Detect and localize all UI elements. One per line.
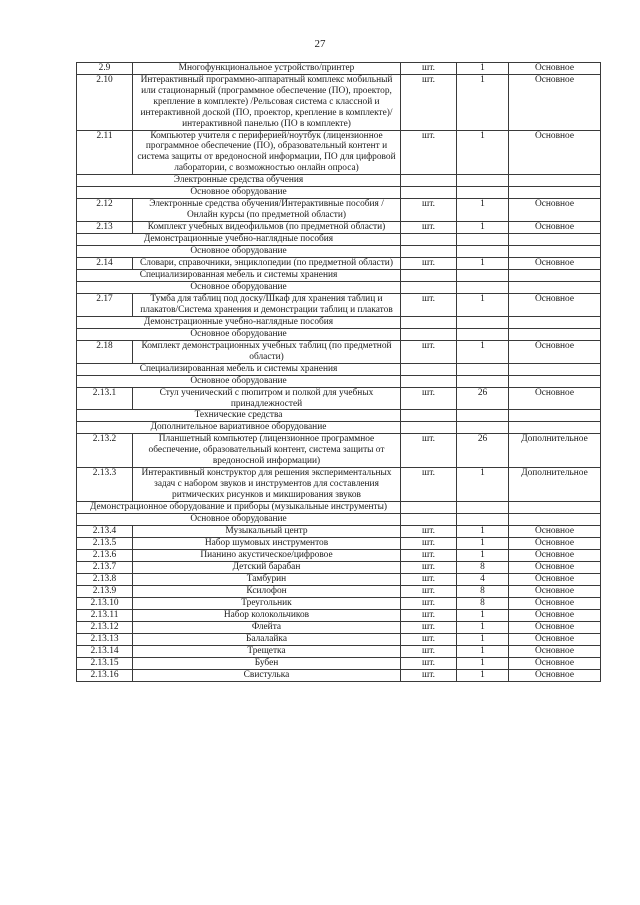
item-type: Основное (509, 387, 601, 410)
item-number: 2.13.16 (77, 669, 133, 681)
table-row (77, 75, 601, 131)
item-name: Набор шумовых инструментов (133, 537, 401, 549)
empty-cell (457, 410, 509, 422)
item-quantity: 1 (457, 645, 509, 657)
item-quantity: 1 (457, 609, 509, 621)
item-unit: шт. (401, 340, 457, 363)
empty-cell (509, 175, 601, 187)
item-quantity: 1 (457, 257, 509, 269)
section-title: Демонстрационные учебно-наглядные пособия (77, 316, 401, 328)
empty-cell (509, 513, 601, 525)
table-row (77, 573, 601, 585)
item-unit: шт. (401, 434, 457, 468)
item-name: Многофункциональное устройство/принтер (133, 63, 401, 75)
item-number: 2.13.12 (77, 621, 133, 633)
item-name: Пианино акустическое/цифровое (133, 549, 401, 561)
item-quantity: 8 (457, 561, 509, 573)
empty-cell (509, 245, 601, 257)
item-unit: шт. (401, 561, 457, 573)
item-number: 2.13.7 (77, 561, 133, 573)
item-unit: шт. (401, 609, 457, 621)
item-type: Основное (509, 597, 601, 609)
empty-cell (457, 175, 509, 187)
item-quantity: 1 (457, 63, 509, 75)
item-name: Тумба для таблиц под доску/Шкаф для хранения таблиц и плакатов/Система хранения и демонстрации таблиц и плакатов (133, 293, 401, 316)
item-unit: шт. (401, 621, 457, 633)
empty-cell (457, 316, 509, 328)
item-name: Интерактивный конструктор для решения экспериментальных задач с набором звуков и инструментов для составления ритмических рисунков и микширования звуков (133, 468, 401, 502)
empty-cell (401, 281, 457, 293)
item-type: Основное (509, 645, 601, 657)
item-type: Основное (509, 63, 601, 75)
item-name: Электронные средства обучения/Интерактивные пособия / Онлайн курсы (по предметной области) (133, 199, 401, 222)
empty-cell (457, 422, 509, 434)
item-unit: шт. (401, 468, 457, 502)
section-title: Электронные средства обучения (77, 175, 401, 187)
empty-cell (457, 233, 509, 245)
table-row (77, 525, 601, 537)
item-type: Основное (509, 549, 601, 561)
section-title: Дополнительное вариативное оборудование (77, 422, 401, 434)
item-name: Тамбурин (133, 573, 401, 585)
empty-cell (509, 187, 601, 199)
item-number: 2.13.13 (77, 633, 133, 645)
item-name: Планшетный компьютер (лицензионное программное обеспечение, образовательный контент, система защиты от вредоносной информации) (133, 434, 401, 468)
section-title: Основное оборудование (77, 187, 401, 199)
section-row (77, 513, 601, 525)
table-row (77, 293, 601, 316)
table-row (77, 130, 601, 175)
item-type: Основное (509, 340, 601, 363)
item-name: Свистулька (133, 669, 401, 681)
empty-cell (401, 422, 457, 434)
item-quantity: 1 (457, 537, 509, 549)
item-quantity: 1 (457, 525, 509, 537)
item-unit: шт. (401, 293, 457, 316)
item-name: Стул ученический с пюпитром и полкой для учебных принадлежностей (133, 387, 401, 410)
item-name: Комплект демонстрационных учебных таблиц (по предметной области) (133, 340, 401, 363)
section-row (77, 375, 601, 387)
item-type: Основное (509, 293, 601, 316)
empty-cell (509, 328, 601, 340)
item-unit: шт. (401, 63, 457, 75)
item-quantity: 8 (457, 585, 509, 597)
item-quantity: 8 (457, 597, 509, 609)
empty-cell (457, 363, 509, 375)
item-unit: шт. (401, 525, 457, 537)
table-row (77, 657, 601, 669)
item-number: 2.17 (77, 293, 133, 316)
item-unit: шт. (401, 257, 457, 269)
empty-cell (401, 375, 457, 387)
item-quantity: 1 (457, 130, 509, 175)
item-name: Треугольник (133, 597, 401, 609)
section-row (77, 175, 601, 187)
section-title: Демонстрационное оборудование и приборы (музыкальные инструменты) (77, 501, 401, 513)
item-type: Основное (509, 75, 601, 131)
item-unit: шт. (401, 573, 457, 585)
item-quantity: 1 (457, 199, 509, 222)
section-title: Основное оборудование (77, 281, 401, 293)
item-number: 2.13.5 (77, 537, 133, 549)
item-number: 2.14 (77, 257, 133, 269)
empty-cell (401, 513, 457, 525)
empty-cell (457, 501, 509, 513)
item-quantity: 1 (457, 549, 509, 561)
item-name: Флейта (133, 621, 401, 633)
empty-cell (509, 363, 601, 375)
empty-cell (401, 175, 457, 187)
item-number: 2.12 (77, 199, 133, 222)
empty-cell (457, 513, 509, 525)
item-unit: шт. (401, 645, 457, 657)
table-row (77, 549, 601, 561)
item-unit: шт. (401, 130, 457, 175)
table-row (77, 434, 601, 468)
empty-cell (401, 410, 457, 422)
section-row (77, 233, 601, 245)
item-quantity: 26 (457, 387, 509, 410)
empty-cell (401, 316, 457, 328)
item-number: 2.13.3 (77, 468, 133, 502)
section-title: Основное оборудование (77, 245, 401, 257)
empty-cell (457, 187, 509, 199)
item-number: 2.13.11 (77, 609, 133, 621)
item-unit: шт. (401, 657, 457, 669)
empty-cell (457, 281, 509, 293)
item-type: Основное (509, 221, 601, 233)
section-title: Технические средства (77, 410, 401, 422)
table-row (77, 609, 601, 621)
empty-cell (401, 233, 457, 245)
table-row (77, 621, 601, 633)
section-row (77, 316, 601, 328)
item-type: Основное (509, 257, 601, 269)
item-unit: шт. (401, 75, 457, 131)
section-row (77, 281, 601, 293)
empty-cell (509, 422, 601, 434)
item-quantity: 1 (457, 657, 509, 669)
item-type: Основное (509, 199, 601, 222)
table-row (77, 669, 601, 681)
section-title: Демонстрационные учебно-наглядные пособия (77, 233, 401, 245)
empty-cell (509, 501, 601, 513)
table-row (77, 537, 601, 549)
item-number: 2.9 (77, 63, 133, 75)
item-name: Интерактивный программно-аппаратный комплекс мобильный или стационарный (программное обеспечение (ПО), проектор, крепление в комплекте) /Рельсовая система с классной и интерактивной доской (ПО, проектор, крепление в комплекте)/ интерактивной панелью (ПО в комплекте) (133, 75, 401, 131)
item-type: Основное (509, 525, 601, 537)
page-number: 27 (314, 38, 326, 50)
item-quantity: 1 (457, 669, 509, 681)
empty-cell (509, 375, 601, 387)
item-number: 2.13.9 (77, 585, 133, 597)
empty-cell (401, 328, 457, 340)
item-unit: шт. (401, 669, 457, 681)
item-type: Основное (509, 130, 601, 175)
item-number: 2.13.2 (77, 434, 133, 468)
empty-cell (401, 187, 457, 199)
section-row (77, 269, 601, 281)
section-row (77, 501, 601, 513)
table-row (77, 633, 601, 645)
item-quantity: 26 (457, 434, 509, 468)
table-row (77, 387, 601, 410)
item-type: Основное (509, 633, 601, 645)
item-quantity: 1 (457, 75, 509, 131)
item-unit: шт. (401, 585, 457, 597)
section-title: Основное оборудование (77, 328, 401, 340)
section-row (77, 422, 601, 434)
table-row (77, 585, 601, 597)
empty-cell (401, 363, 457, 375)
item-name: Трещетка (133, 645, 401, 657)
item-type: Дополнительное (509, 468, 601, 502)
empty-cell (457, 245, 509, 257)
item-type: Основное (509, 585, 601, 597)
item-type: Основное (509, 573, 601, 585)
item-unit: шт. (401, 633, 457, 645)
empty-cell (509, 281, 601, 293)
empty-cell (401, 501, 457, 513)
item-name: Комплект учебных видеофильмов (по предметной области) (133, 221, 401, 233)
item-name: Детский барабан (133, 561, 401, 573)
item-quantity: 1 (457, 633, 509, 645)
item-name: Компьютер учителя с периферией/ноутбук (лицензионное программное обеспечение (ПО), образовательный контент и система защиты от вредоносной информации, ПО для цифровой лаборатории, с возможностью онлайн опроса) (133, 130, 401, 175)
item-name: Балалайка (133, 633, 401, 645)
item-quantity: 1 (457, 221, 509, 233)
section-row (77, 328, 601, 340)
empty-cell (457, 328, 509, 340)
table-row (77, 597, 601, 609)
item-type: Основное (509, 537, 601, 549)
equipment-table (76, 62, 601, 682)
item-number: 2.13.1 (77, 387, 133, 410)
table-row (77, 645, 601, 657)
table-row (77, 257, 601, 269)
item-type: Основное (509, 621, 601, 633)
section-title: Основное оборудование (77, 513, 401, 525)
item-quantity: 1 (457, 621, 509, 633)
item-type: Основное (509, 609, 601, 621)
item-type: Основное (509, 561, 601, 573)
item-type: Основное (509, 669, 601, 681)
table-row (77, 340, 601, 363)
section-title: Специализированная мебель и системы хранения (77, 363, 401, 375)
item-number: 2.13.15 (77, 657, 133, 669)
table-row (77, 221, 601, 233)
item-unit: шт. (401, 549, 457, 561)
item-name: Ксилофон (133, 585, 401, 597)
empty-cell (457, 375, 509, 387)
item-number: 2.10 (77, 75, 133, 131)
item-number: 2.13.4 (77, 525, 133, 537)
item-unit: шт. (401, 221, 457, 233)
table-row (77, 561, 601, 573)
empty-cell (401, 269, 457, 281)
item-quantity: 4 (457, 573, 509, 585)
empty-cell (509, 410, 601, 422)
item-number: 2.13.8 (77, 573, 133, 585)
empty-cell (509, 269, 601, 281)
empty-cell (401, 245, 457, 257)
item-quantity: 1 (457, 468, 509, 502)
table-row (77, 199, 601, 222)
section-row (77, 245, 601, 257)
table-row (77, 63, 601, 75)
empty-cell (509, 316, 601, 328)
section-row (77, 187, 601, 199)
item-quantity: 1 (457, 340, 509, 363)
item-name: Музыкальный центр (133, 525, 401, 537)
item-number: 2.13 (77, 221, 133, 233)
section-title: Основное оборудование (77, 375, 401, 387)
item-number: 2.18 (77, 340, 133, 363)
item-unit: шт. (401, 597, 457, 609)
item-number: 2.13.6 (77, 549, 133, 561)
item-name: Словари, справочники, энциклопедии (по предметной области) (133, 257, 401, 269)
section-row (77, 363, 601, 375)
item-unit: шт. (401, 387, 457, 410)
item-number: 2.11 (77, 130, 133, 175)
empty-cell (457, 269, 509, 281)
item-unit: шт. (401, 537, 457, 549)
item-type: Дополнительное (509, 434, 601, 468)
item-quantity: 1 (457, 293, 509, 316)
item-name: Набор колокольчиков (133, 609, 401, 621)
item-type: Основное (509, 657, 601, 669)
section-title: Специализированная мебель и системы хранения (77, 269, 401, 281)
item-number: 2.13.10 (77, 597, 133, 609)
table-row (77, 468, 601, 502)
section-row (77, 410, 601, 422)
empty-cell (509, 233, 601, 245)
item-name: Бубен (133, 657, 401, 669)
item-number: 2.13.14 (77, 645, 133, 657)
item-unit: шт. (401, 199, 457, 222)
